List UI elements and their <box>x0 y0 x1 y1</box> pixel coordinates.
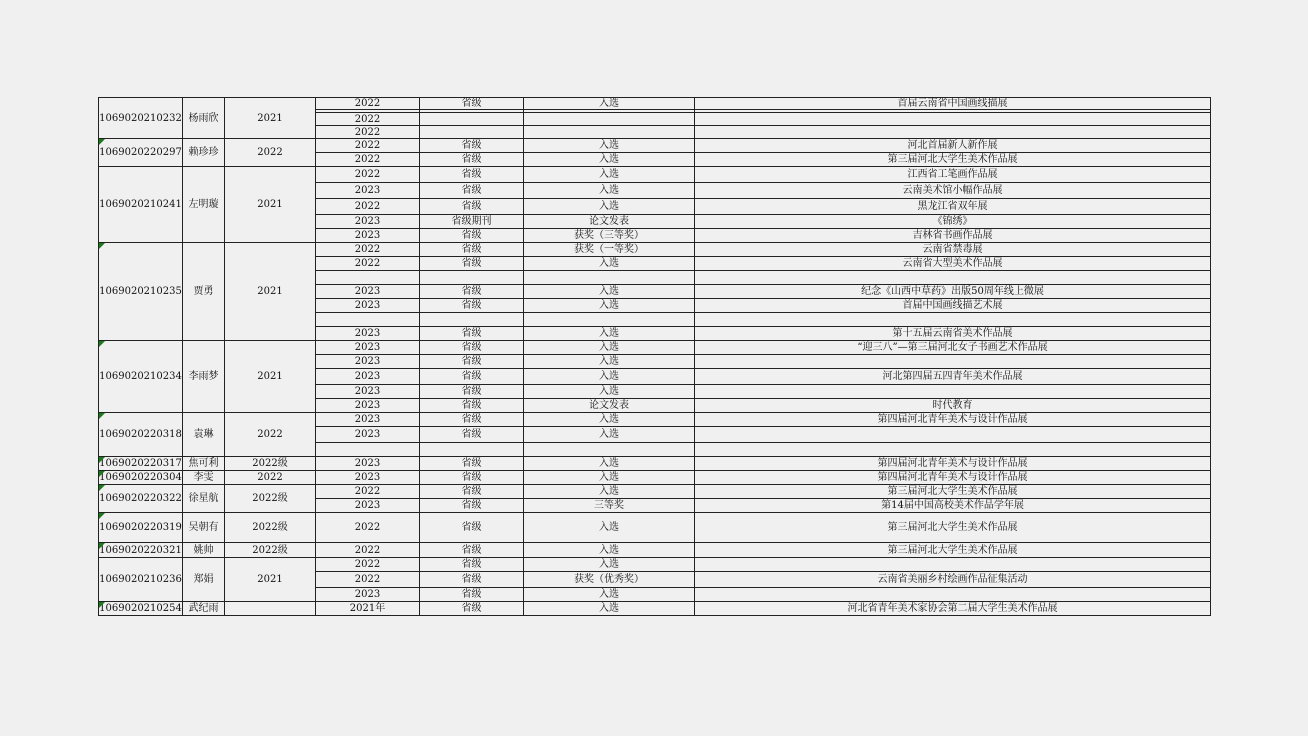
exhibition-cell[interactable]: 第四届河北青年美术与设计作品展 <box>695 457 1211 471</box>
result-cell[interactable]: 入选 <box>524 543 695 558</box>
level-cell[interactable]: 省级 <box>420 229 524 243</box>
exhibition-cell[interactable]: 吉林省书画作品展 <box>695 229 1211 243</box>
award-year-cell[interactable]: 2022 <box>316 257 420 271</box>
award-year-cell[interactable]: 2023 <box>316 183 420 199</box>
result-cell[interactable]: 获奖（三等奖） <box>524 229 695 243</box>
award-year-cell[interactable]: 2021年 <box>316 602 420 616</box>
exhibition-cell[interactable] <box>695 558 1211 572</box>
result-cell[interactable]: 入选 <box>524 602 695 616</box>
result-cell[interactable]: 入选 <box>524 299 695 313</box>
table-row <box>99 602 1211 616</box>
level-cell[interactable]: 省级 <box>420 355 524 369</box>
student-name-cell[interactable]: 徐星航 <box>183 485 225 513</box>
level-cell[interactable]: 省级 <box>420 457 524 471</box>
award-year-cell[interactable]: 2022 <box>316 113 420 126</box>
award-year-cell[interactable] <box>316 313 420 327</box>
result-cell[interactable]: 获奖（一等奖） <box>524 243 695 257</box>
student-id-cell[interactable]: 1069020220318 <box>99 413 183 457</box>
student-name-cell[interactable]: 赖珍珍 <box>183 139 225 167</box>
result-cell[interactable]: 入选 <box>524 558 695 572</box>
award-year-cell[interactable]: 2023 <box>316 229 420 243</box>
exhibition-cell[interactable]: 云南省大型美术作品展 <box>695 257 1211 271</box>
level-cell[interactable] <box>420 443 524 457</box>
table-row <box>99 513 1211 543</box>
exhibition-cell[interactable]: 河北首届新人新作展 <box>695 139 1211 153</box>
exhibition-cell[interactable] <box>695 113 1211 126</box>
exhibition-cell[interactable] <box>695 271 1211 285</box>
result-cell[interactable]: 入选 <box>524 588 695 602</box>
award-year-cell[interactable]: 2023 <box>316 215 420 229</box>
level-cell[interactable]: 省级 <box>420 413 524 427</box>
exhibition-cell[interactable]: 第四届河北青年美术与设计作品展 <box>695 413 1211 427</box>
level-cell[interactable]: 省级 <box>420 327 524 341</box>
level-cell[interactable]: 省级 <box>420 98 524 110</box>
award-year-cell[interactable]: 2023 <box>316 399 420 413</box>
exhibition-cell[interactable]: 第三届河北大学生美术作品展 <box>695 543 1211 558</box>
result-cell[interactable]: 入选 <box>524 199 695 215</box>
result-cell[interactable]: 入选 <box>524 513 695 543</box>
award-year-cell[interactable]: 2022 <box>316 126 420 139</box>
award-year-cell[interactable]: 2023 <box>316 327 420 341</box>
enroll-year-cell[interactable]: 2022 <box>225 413 316 457</box>
level-cell[interactable]: 省级 <box>420 588 524 602</box>
award-year-cell[interactable]: 2022 <box>316 572 420 588</box>
enroll-year-cell[interactable]: 2022 <box>225 139 316 167</box>
student-id-cell[interactable]: 1069020220304 <box>99 472 182 483</box>
award-year-cell[interactable]: 2022 <box>316 558 420 572</box>
exhibition-cell[interactable]: 首届中国画线描艺术展 <box>695 299 1211 313</box>
result-cell[interactable]: 入选 <box>524 98 695 110</box>
result-cell[interactable]: 入选 <box>524 369 695 385</box>
enroll-year-cell[interactable]: 2022级 <box>225 513 316 543</box>
enroll-year-cell[interactable]: 2022级 <box>225 543 316 558</box>
result-cell[interactable]: 入选 <box>524 485 695 499</box>
award-year-cell[interactable]: 2022 <box>316 98 420 110</box>
exhibition-cell[interactable] <box>695 588 1211 602</box>
enroll-year-cell[interactable]: 2021 <box>225 243 316 341</box>
award-year-cell[interactable]: 2023 <box>316 427 420 443</box>
enroll-year-cell[interactable]: 2022 <box>225 471 316 485</box>
result-cell[interactable]: 入选 <box>524 327 695 341</box>
result-cell[interactable] <box>524 113 695 126</box>
enroll-year-cell[interactable]: 2021 <box>225 98 316 139</box>
table-row <box>99 98 1211 110</box>
enroll-year-cell[interactable] <box>225 602 316 616</box>
student-id-cell[interactable]: 1069020210254 <box>99 603 182 614</box>
level-cell[interactable]: 省级 <box>420 299 524 313</box>
exhibition-cell[interactable]: 第14届中国高校美术作品学年展 <box>695 499 1211 513</box>
result-cell[interactable]: 入选 <box>524 413 695 427</box>
student-id-cell[interactable]: 1069020210235 <box>99 243 183 341</box>
award-year-cell[interactable]: 2023 <box>316 457 420 471</box>
award-year-cell[interactable] <box>316 443 420 457</box>
award-year-cell[interactable]: 2023 <box>316 285 420 299</box>
result-cell[interactable]: 入选 <box>524 471 695 485</box>
level-cell[interactable]: 省级 <box>420 399 524 413</box>
exhibition-cell[interactable] <box>695 427 1211 443</box>
level-cell[interactable]: 省级 <box>420 485 524 499</box>
level-cell[interactable]: 省级 <box>420 139 524 153</box>
result-cell[interactable]: 三等奖 <box>524 499 695 513</box>
result-cell[interactable]: 入选 <box>524 285 695 299</box>
award-year-cell[interactable]: 2023 <box>316 588 420 602</box>
result-cell[interactable]: 入选 <box>524 457 695 471</box>
student-id-cell[interactable]: 1069020220322 <box>99 485 183 513</box>
level-cell[interactable]: 省级 <box>420 543 524 558</box>
table-row <box>99 543 1211 558</box>
result-cell[interactable]: 入选 <box>524 341 695 355</box>
award-year-cell[interactable]: 2023 <box>316 355 420 369</box>
level-cell[interactable]: 省级 <box>420 513 524 543</box>
table-row <box>99 471 1211 485</box>
level-cell[interactable] <box>420 113 524 126</box>
student-id-cell[interactable]: 1069020210234 <box>99 341 183 413</box>
level-cell[interactable] <box>420 126 524 139</box>
awards-table <box>98 97 1211 616</box>
student-name-cell[interactable]: 吴朝有 <box>183 513 225 543</box>
enroll-year-cell[interactable]: 2021 <box>225 558 316 602</box>
student-id-cell[interactable]: 1069020220317 <box>99 458 182 469</box>
exhibition-cell[interactable] <box>695 443 1211 457</box>
exhibition-cell[interactable]: “迎三八”—第三届河北女子书画艺术作品展 <box>695 341 1211 355</box>
table-row <box>99 485 1211 499</box>
table-row <box>99 167 1211 183</box>
award-year-cell[interactable]: 2023 <box>316 413 420 427</box>
table-row <box>99 413 1211 427</box>
exhibition-cell[interactable]: 《锦绣》 <box>695 215 1211 229</box>
student-id-cell[interactable]: 1069020210232 <box>99 98 183 139</box>
award-year-cell[interactable]: 2022 <box>316 243 420 257</box>
award-year-cell[interactable]: 2023 <box>316 341 420 355</box>
enroll-year-cell[interactable]: 2021 <box>225 341 316 413</box>
result-cell[interactable]: 入选 <box>524 385 695 399</box>
exhibition-cell[interactable]: 云南省美丽乡村绘画作品征集活动 <box>695 572 1211 588</box>
level-cell[interactable]: 省级 <box>420 499 524 513</box>
student-name-cell[interactable]: 武纪雨 <box>183 602 225 616</box>
enroll-year-cell[interactable]: 2022级 <box>225 485 316 513</box>
table-row <box>99 457 1211 471</box>
exhibition-cell[interactable]: 第三届河北大学生美术作品展 <box>695 153 1211 167</box>
result-cell[interactable]: 入选 <box>524 355 695 369</box>
student-id-cell[interactable]: 1069020220319 <box>99 513 183 543</box>
student-name-cell[interactable]: 李雯 <box>183 471 225 485</box>
student-name-cell[interactable]: 贾勇 <box>183 243 225 341</box>
award-year-cell[interactable]: 2022 <box>316 153 420 167</box>
award-year-cell[interactable]: 2023 <box>316 471 420 485</box>
student-name-cell[interactable]: 姚帅 <box>183 543 225 558</box>
award-year-cell[interactable]: 2023 <box>316 299 420 313</box>
table-row <box>99 558 1211 572</box>
student-name-cell[interactable]: 袁琳 <box>183 413 225 457</box>
result-cell[interactable] <box>524 271 695 285</box>
exhibition-cell[interactable]: 时代教育 <box>695 399 1211 413</box>
result-cell[interactable]: 入选 <box>524 183 695 199</box>
result-cell[interactable] <box>524 313 695 327</box>
level-cell[interactable]: 省级 <box>420 385 524 399</box>
level-cell[interactable]: 省级 <box>420 341 524 355</box>
result-cell[interactable]: 入选 <box>524 167 695 183</box>
student-name-cell[interactable]: 左明璇 <box>183 167 225 243</box>
exhibition-cell[interactable]: 首届云南省中国画线描展 <box>695 98 1211 110</box>
student-id-cell[interactable]: 1069020210241 <box>99 167 183 243</box>
award-year-cell[interactable]: 2022 <box>316 167 420 183</box>
exhibition-cell[interactable]: 河北省青年美术家协会第二届大学生美术作品展 <box>695 602 1211 616</box>
result-cell[interactable]: 入选 <box>524 153 695 167</box>
level-cell[interactable]: 省级 <box>420 572 524 588</box>
award-year-cell[interactable]: 2023 <box>316 499 420 513</box>
level-cell[interactable]: 省级 <box>420 471 524 485</box>
award-year-cell[interactable] <box>316 271 420 285</box>
student-name-cell[interactable]: 李雨梦 <box>183 341 225 413</box>
exhibition-cell[interactable]: 第三届河北大学生美术作品展 <box>695 485 1211 499</box>
level-cell[interactable]: 省级 <box>420 558 524 572</box>
table-row <box>99 243 1211 257</box>
award-year-cell[interactable]: 2023 <box>316 369 420 385</box>
exhibition-cell[interactable]: 云南省禁毒展 <box>695 243 1211 257</box>
exhibition-cell[interactable]: 第三届河北大学生美术作品展 <box>695 513 1211 543</box>
award-year-cell[interactable]: 2022 <box>316 543 420 558</box>
level-cell[interactable]: 省级 <box>420 199 524 215</box>
student-id-cell[interactable]: 1069020210236 <box>99 558 183 602</box>
result-cell[interactable]: 论文发表 <box>524 215 695 229</box>
result-cell[interactable] <box>524 126 695 139</box>
student-id-cell[interactable]: 1069020220321 <box>99 544 182 556</box>
exhibition-cell[interactable]: 纪念《山西中草药》出版50周年线上微展 <box>695 285 1211 299</box>
level-cell[interactable]: 省级 <box>420 167 524 183</box>
level-cell[interactable] <box>420 271 524 285</box>
award-year-cell[interactable]: 2023 <box>316 385 420 399</box>
exhibition-cell[interactable]: 第十五届云南省美术作品展 <box>695 327 1211 341</box>
student-name-cell[interactable]: 杨雨欣 <box>183 98 225 139</box>
exhibition-cell[interactable]: 第四届河北青年美术与设计作品展 <box>695 471 1211 485</box>
level-cell[interactable]: 省级 <box>420 427 524 443</box>
enroll-year-cell[interactable]: 2021 <box>225 167 316 243</box>
exhibition-cell[interactable] <box>695 355 1211 369</box>
result-cell[interactable]: 入选 <box>524 427 695 443</box>
student-id-cell[interactable]: 1069020220297 <box>99 139 183 167</box>
award-year-cell[interactable]: 2022 <box>316 199 420 215</box>
student-name-cell[interactable]: 郑娟 <box>183 558 225 602</box>
table-row <box>99 341 1211 355</box>
result-cell[interactable]: 入选 <box>524 139 695 153</box>
result-cell[interactable]: 获奖（优秀奖） <box>524 572 695 588</box>
exhibition-cell[interactable] <box>695 126 1211 139</box>
result-cell[interactable]: 论文发表 <box>524 399 695 413</box>
award-year-cell[interactable]: 2022 <box>316 139 420 153</box>
student-name-cell[interactable]: 焦可利 <box>183 457 225 471</box>
level-cell[interactable]: 省级期刊 <box>420 215 524 229</box>
exhibition-cell[interactable]: 河北第四届五四青年美术作品展 <box>695 369 1211 385</box>
exhibition-cell[interactable] <box>695 385 1211 399</box>
result-cell[interactable] <box>524 443 695 457</box>
level-cell[interactable]: 省级 <box>420 257 524 271</box>
exhibition-cell[interactable]: 云南美术馆小幅作品展 <box>695 183 1211 199</box>
exhibition-cell[interactable]: 黑龙江省双年展 <box>695 199 1211 215</box>
level-cell[interactable]: 省级 <box>420 369 524 385</box>
award-year-cell[interactable]: 2022 <box>316 485 420 499</box>
level-cell[interactable]: 省级 <box>420 285 524 299</box>
award-year-cell[interactable]: 2022 <box>316 513 420 543</box>
exhibition-cell[interactable] <box>695 313 1211 327</box>
level-cell[interactable]: 省级 <box>420 243 524 257</box>
enroll-year-cell[interactable]: 2022级 <box>225 457 316 471</box>
exhibition-cell[interactable]: 江西省工笔画作品展 <box>695 167 1211 183</box>
result-cell[interactable]: 入选 <box>524 257 695 271</box>
level-cell[interactable]: 省级 <box>420 153 524 167</box>
level-cell[interactable]: 省级 <box>420 602 524 616</box>
table-row <box>99 139 1211 153</box>
level-cell[interactable]: 省级 <box>420 183 524 199</box>
level-cell[interactable] <box>420 313 524 327</box>
